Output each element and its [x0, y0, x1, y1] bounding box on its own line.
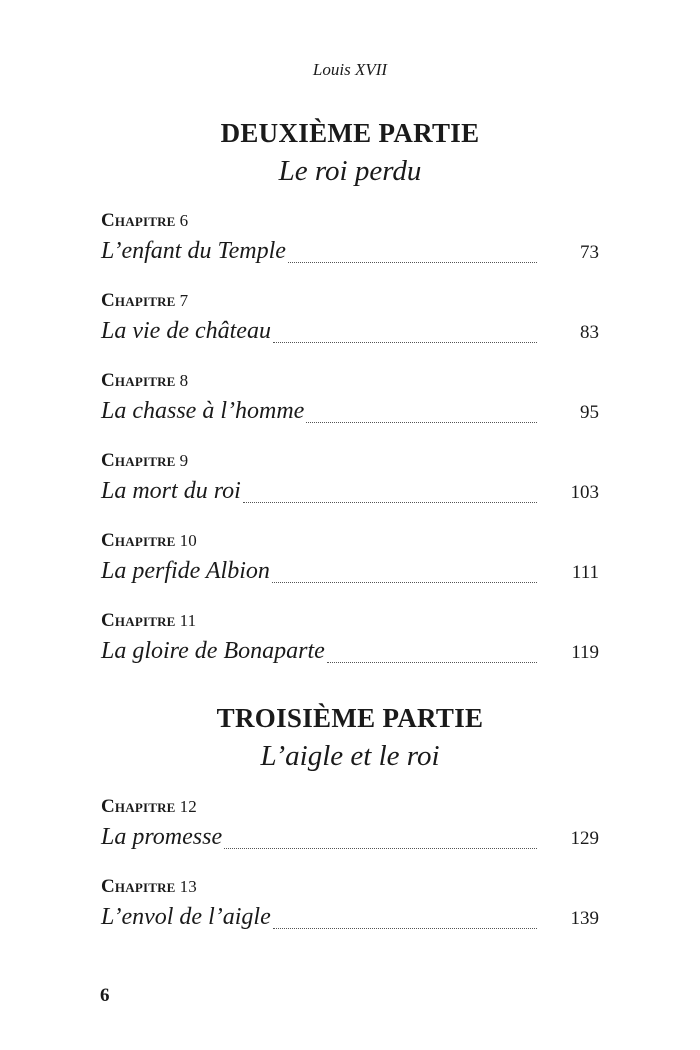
chapter-number: 11: [179, 611, 197, 630]
chapter-number: 8: [179, 371, 189, 390]
dot-leader: [288, 261, 537, 263]
chapter-label-text: Chapitre: [101, 610, 176, 631]
chapter-page: 139: [570, 908, 599, 929]
toc-entry[interactable]: [101, 824, 599, 856]
dot-leader: [224, 847, 537, 849]
chapter-number: 7: [179, 291, 189, 310]
chapter-title[interactable]: L’enfant du Temple: [101, 238, 286, 264]
part-subtitle: Le roi perdu: [278, 155, 422, 187]
chapter-label-text: Chapitre: [101, 450, 176, 471]
chapter-label-text: Chapitre: [101, 796, 176, 817]
dot-leader: [273, 341, 537, 343]
chapter-page: 111: [571, 562, 599, 583]
chapter-label: [101, 530, 197, 552]
chapter-title[interactable]: La perfide Albion: [101, 558, 270, 584]
chapter-page: 83: [580, 322, 599, 343]
part-title: TROISIÈME PARTIE: [216, 703, 484, 733]
dot-leader: [306, 421, 537, 423]
chapter-label-text: Chapitre: [101, 290, 176, 311]
part-subtitle: L’aigle et le roi: [260, 740, 440, 772]
chapter-page: 129: [570, 828, 599, 849]
toc-entry[interactable]: [101, 398, 599, 430]
chapter-label: [101, 876, 197, 898]
chapter-label-text: Chapitre: [101, 530, 176, 551]
chapter-label: [101, 450, 188, 472]
page-number: 6: [100, 985, 110, 1006]
chapter-label: [101, 210, 188, 232]
toc-entry[interactable]: [101, 318, 599, 350]
toc-entry[interactable]: [101, 638, 599, 670]
dot-leader: [272, 581, 537, 583]
chapter-title[interactable]: La gloire de Bonaparte: [101, 638, 325, 664]
chapter-label: [101, 796, 197, 818]
dot-leader: [243, 501, 537, 503]
toc-entry[interactable]: [101, 478, 599, 510]
chapter-label: [101, 610, 196, 632]
dot-leader: [327, 661, 537, 663]
chapter-number: 9: [179, 451, 189, 470]
chapter-page: 103: [570, 482, 599, 503]
chapter-label-text: Chapitre: [101, 876, 176, 897]
chapter-number: 12: [179, 797, 197, 816]
part-title: DEUXIÈME PARTIE: [220, 118, 480, 148]
chapter-title[interactable]: La promesse: [101, 824, 223, 850]
chapter-number: 13: [179, 877, 197, 896]
toc-entry[interactable]: [101, 558, 599, 590]
chapter-title[interactable]: La chasse à l’homme: [101, 398, 305, 424]
chapter-number: 6: [179, 211, 189, 230]
chapter-title[interactable]: L’envol de l’aigle: [101, 904, 271, 930]
toc-entry[interactable]: [101, 238, 599, 270]
chapter-label-text: Chapitre: [101, 370, 176, 391]
chapter-page: 95: [580, 402, 599, 423]
chapter-title[interactable]: La vie de château: [101, 318, 271, 344]
chapter-label: [101, 290, 188, 312]
chapter-label: [101, 370, 188, 392]
toc-entry[interactable]: [101, 904, 599, 936]
chapter-label-text: Chapitre: [101, 210, 176, 231]
chapter-number: 10: [179, 531, 197, 550]
chapter-title[interactable]: La mort du roi: [101, 478, 241, 504]
dot-leader: [273, 927, 537, 929]
chapter-page: 73: [580, 242, 599, 263]
chapter-page: 119: [571, 642, 599, 663]
running-header: Louis XVII: [312, 60, 388, 79]
